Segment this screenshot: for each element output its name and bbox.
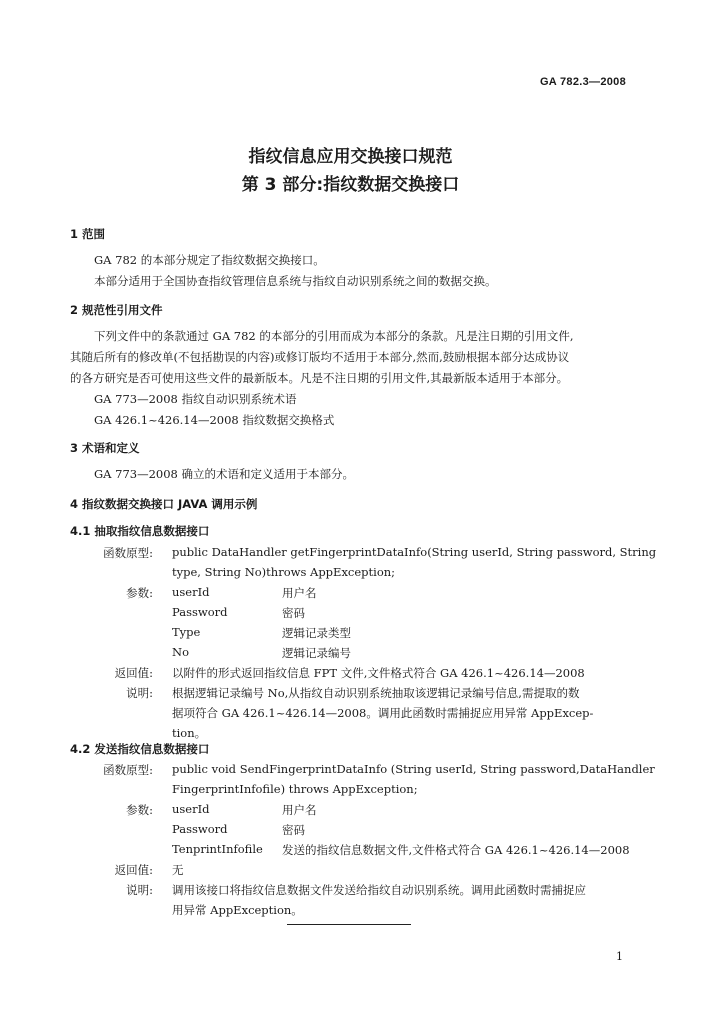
page-number: 1 bbox=[616, 950, 623, 963]
param-desc: 发送的指纹信息数据文件,文件格式符合 GA 426.1~426.14—2008 bbox=[282, 843, 630, 857]
section-2-line-2: 其随后所有的修改单(不包括勘误的内容)或修订版均不适用于本部分,然而,鼓励根据本部分达成协议 bbox=[70, 350, 570, 364]
title-line-2: 第 3 部分:指纹数据交换接口 bbox=[241, 175, 460, 195]
prototype-label: 函数原型: bbox=[103, 546, 153, 560]
section-3-paragraph: GA 773—2008 确立的术语和定义适用于本部分。 bbox=[94, 467, 355, 481]
section-3-heading: 3 术语和定义 bbox=[70, 441, 140, 455]
section-2-heading: 2 规范性引用文件 bbox=[70, 303, 163, 317]
description-line-2: 据项符合 GA 426.1~426.14—2008。调用此函数时需捕捉应用异常 AppExcep- bbox=[172, 706, 594, 720]
prototype-line-2: type, String No)throws AppException; bbox=[172, 565, 396, 579]
section-4-2-heading: 4.2 发送指纹信息数据接口 bbox=[70, 742, 210, 756]
param-desc: 密码 bbox=[282, 606, 305, 620]
prototype-line-1: public DataHandler getFingerprintDataInfo(String userId, String password, String bbox=[172, 545, 657, 559]
description-line-2: 用异常 AppException。 bbox=[172, 903, 303, 917]
prototype-line-1: public void SendFingerprintDataInfo (String userId, String password,DataHandler bbox=[172, 762, 655, 776]
description-label: 说明: bbox=[126, 883, 153, 897]
standard-number: GA 782.3—2008 bbox=[539, 76, 626, 88]
description-line-1: 调用该接口将指纹信息数据文件发送给指纹自动识别系统。调用此函数时需捕捉应 bbox=[172, 883, 586, 897]
reference-2: GA 426.1~426.14—2008 指纹数据交换格式 bbox=[94, 413, 335, 427]
section-4-1-heading: 4.1 抽取指纹信息数据接口 bbox=[70, 524, 210, 538]
param-name: userId bbox=[172, 585, 210, 599]
param-desc: 用户名 bbox=[282, 586, 317, 600]
return-label: 返回值: bbox=[114, 863, 153, 877]
return-value: 以附件的形式返回指纹信息 FPT 文件,文件格式符合 GA 426.1~426.14—2008 bbox=[172, 666, 585, 680]
reference-1: GA 773—2008 指纹自动识别系统术语 bbox=[94, 392, 297, 406]
param-name: Password bbox=[172, 822, 228, 836]
params-label: 参数: bbox=[126, 803, 153, 817]
section-1-heading: 1 范围 bbox=[70, 227, 106, 241]
description-label: 说明: bbox=[126, 686, 153, 700]
prototype-label: 函数原型: bbox=[103, 763, 153, 777]
params-label: 参数: bbox=[126, 586, 153, 600]
section-1-paragraph-1: GA 782 的本部分规定了指纹数据交换接口。 bbox=[94, 253, 325, 267]
title-line-1: 指纹信息应用交换接口规范 bbox=[248, 147, 453, 167]
param-name: No bbox=[172, 645, 189, 659]
param-desc: 用户名 bbox=[282, 803, 317, 817]
param-name: Password bbox=[172, 605, 228, 619]
return-label: 返回值: bbox=[114, 666, 153, 680]
param-desc: 密码 bbox=[282, 823, 305, 837]
param-name: userId bbox=[172, 802, 210, 816]
description-line-3: tion。 bbox=[172, 726, 207, 740]
param-name: TenprintInfofile bbox=[172, 842, 263, 856]
end-rule bbox=[287, 924, 411, 925]
section-2-line-3: 的各方研究是否可使用这些文件的最新版本。凡是不注日期的引用文件,其最新版本适用于本部分。 bbox=[70, 371, 569, 385]
param-desc: 逻辑记录编号 bbox=[282, 646, 351, 660]
section-4-heading: 4 指纹数据交换接口 JAVA 调用示例 bbox=[70, 497, 258, 511]
prototype-line-2: FingerprintInfofile) throws AppException; bbox=[172, 782, 418, 796]
param-name: Type bbox=[172, 625, 201, 639]
description-line-1: 根据逻辑记录编号 No,从指纹自动识别系统抽取该逻辑记录编号信息,需提取的数 bbox=[172, 686, 580, 700]
return-value: 无 bbox=[172, 863, 184, 877]
section-1-paragraph-2: 本部分适用于全国协查指纹管理信息系统与指纹自动识别系统之间的数据交换。 bbox=[94, 274, 497, 288]
param-desc: 逻辑记录类型 bbox=[282, 626, 351, 640]
section-2-line-1: 下列文件中的条款通过 GA 782 的本部分的引用而成为本部分的条款。凡是注日期的引用文件, bbox=[94, 329, 574, 343]
